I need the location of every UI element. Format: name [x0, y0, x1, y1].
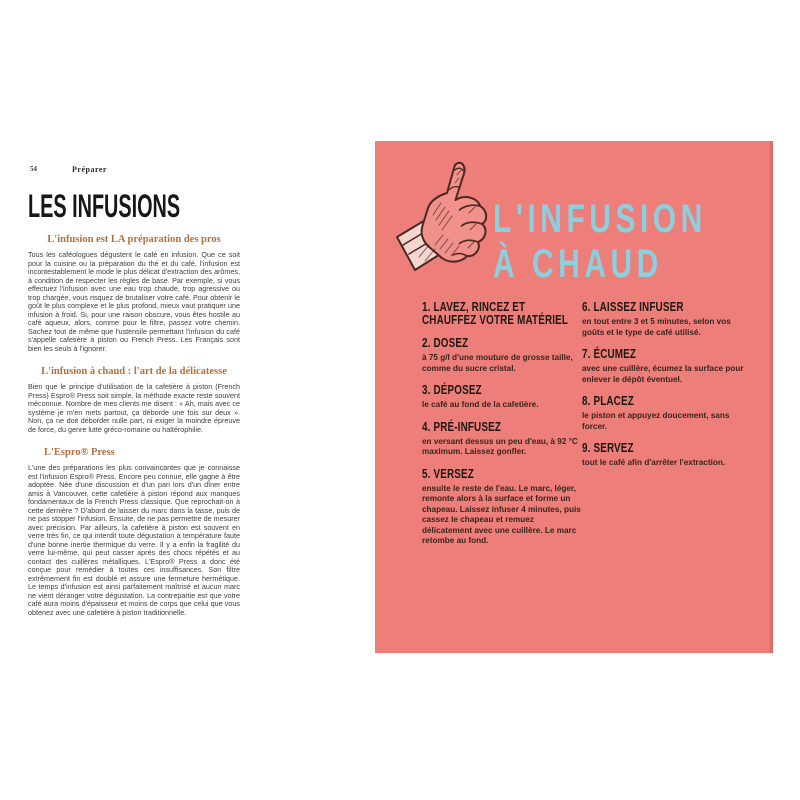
page-number: 54	[30, 165, 37, 173]
step-body: le piston et appuyez doucement, sans forcer.	[582, 411, 730, 431]
chapter-title-line2: À CHAUD	[493, 242, 663, 286]
thumbs-up-icon	[389, 157, 493, 283]
chapter-title	[493, 197, 778, 287]
step-2	[422, 337, 582, 374]
step-4	[422, 421, 582, 458]
step-7	[582, 348, 748, 385]
step-label: 9. SERVEZ	[582, 441, 634, 455]
intro-heading: L'infusion est LA préparation des pros	[47, 234, 221, 245]
steps-column-left	[422, 301, 582, 557]
section-paragraph-infusion-chaud: Bien que le principe d'utilisation de la cafetière à piston (French Press) Espro® Press soit simple, la méthode exacte reste souvent méconnue. Nombre de mes clients me disent : « Ah, mais avec ce système je m'en mets partout, ça déborde une fois sur deux ». Non, ça ne doit déborder nulle part, ni exiger la moindre épreuve de force, du genre lutte gréco-romaine ou haltérophilie.	[28, 382, 240, 434]
step-label: 6. LAISSEZ INFUSER	[582, 300, 684, 314]
steps-column-right	[582, 301, 748, 557]
page-header	[28, 165, 240, 175]
section-paragraph-espro-press: L'une des préparations les plus convaincantes que je connaisse est l'infusion Espro® Press. Encore peu connue, elle gagne à être adoptée. Née d'une discussion et d'un pari lors d'un dîner entre amis à Vancouver, cette cafetière à piston répond aux manques fondamentaux de la French Press classique. Que reprochait-on à cette dernière ? D'abord de laisser du marc dans la tasse, puis de ne pas stopper l'infusion. Ensuite, de ne pas permettre de mesurer avec précision. Par ailleurs, la cafetière à piston est souvent en verre très fin, ce qui interdit toute dégustation à température faute d'une bonne inertie thermique du verre. Il y a enfin la fragilité du verre lui-même, qui peut casser après des chocs répétés et au contact des cuillères métalliques. L'Espro® Press a donc été conçue pour remédier à toutes ces insuffisances. Son filtre extrêmement fin est doublé et assure une fermeture hermétique. Le temps d'infusion est ainsi parfaitement maîtrisé et aucun marc ne vient déranger votre dégustation. La contrepartie est que votre café aura moins d'épaisseur et moins de corps que celui que vous obtenez avec une cafetière à piston traditionnelle.	[28, 463, 240, 617]
step-body: le café au fond de la cafetière.	[422, 400, 539, 409]
step-1	[422, 301, 582, 327]
step-label: 5. VERSEZ	[422, 466, 474, 481]
step-body: avec une cuillère, écumez la surface pour enlever le dépôt éventuel.	[582, 364, 744, 384]
step-label: 1. LAVEZ, RINCEZ ET CHAUFFEZ VOTRE MATÉRIEL	[422, 300, 569, 327]
running-header: Préparer	[72, 165, 107, 174]
step-9	[582, 442, 748, 469]
page-title: LES INFUSIONS	[28, 188, 181, 224]
step-body: tout le café afin d'arrêter l'extraction.	[582, 458, 726, 467]
step-body: ensuite le reste de l'eau. Le marc, léger, remonte alors à la surface et forme un chapeau. Laissez infuser 4 minutes, puis cassez le chapeau et remuez délicatement avec une cuillère. Le marc retombe au fond.	[422, 483, 581, 545]
step-label: 2. DOSEZ	[422, 336, 469, 350]
step-5	[422, 468, 582, 547]
step-body: en versant dessus un peu d'eau, à 92 °C maximum. Laissez gonfler.	[422, 436, 578, 456]
step-label: 3. DÉPOSEZ	[422, 383, 482, 397]
step-3	[422, 384, 582, 411]
left-page	[28, 165, 240, 617]
step-6	[582, 301, 748, 338]
steps-list	[422, 301, 748, 557]
step-label: 8. PLACEZ	[582, 394, 634, 408]
chapter-title-line1: L'INFUSION	[493, 197, 707, 241]
step-label: 4. PRÉ-INFUSEZ	[422, 419, 502, 434]
section-heading-infusion-chaud: L'infusion à chaud : l'art de la délicatesse	[41, 366, 227, 377]
section-heading-espro-press: L'Espro® Press	[44, 447, 115, 458]
intro-paragraph: Tous les caféologues dégustent le café en infusion. Que ce soit pour la cuisine ou la préparation du thé et du café, l'infusion est incontestablement le mode le plus délicat d'extraction des arômes, à condition de respecter les règles de base. Par exemple, si vous effectuez l'infusion avec une eau trop chaude, trop agressive ou trop chargée, vous risquez de brutaliser votre café. Pour obtenir le goût le plus complexe et le plus profond, mieux vaut pratiquer une infusion à froid. Si, pour une raison obscure, vous êtes hostile au café aqueux, alors, comme pour le filtre, passez votre chemin. Sachez tout de même que l'ustensile permettant l'infusion du café s'appelle cafetière à piston ou French Press. Les Français sont bien les seuls à l'ignorer.	[28, 250, 240, 353]
step-label: 7. ÉCUMEZ	[582, 347, 637, 361]
step-body: à 75 g/l d'une mouture de grosse taille, comme du sucre cristal.	[422, 353, 573, 373]
right-page	[375, 141, 773, 653]
step-body: en tout entre 3 et 5 minutes, selon vos goûts et le type de café utilisé.	[582, 317, 731, 337]
step-8	[582, 395, 748, 432]
